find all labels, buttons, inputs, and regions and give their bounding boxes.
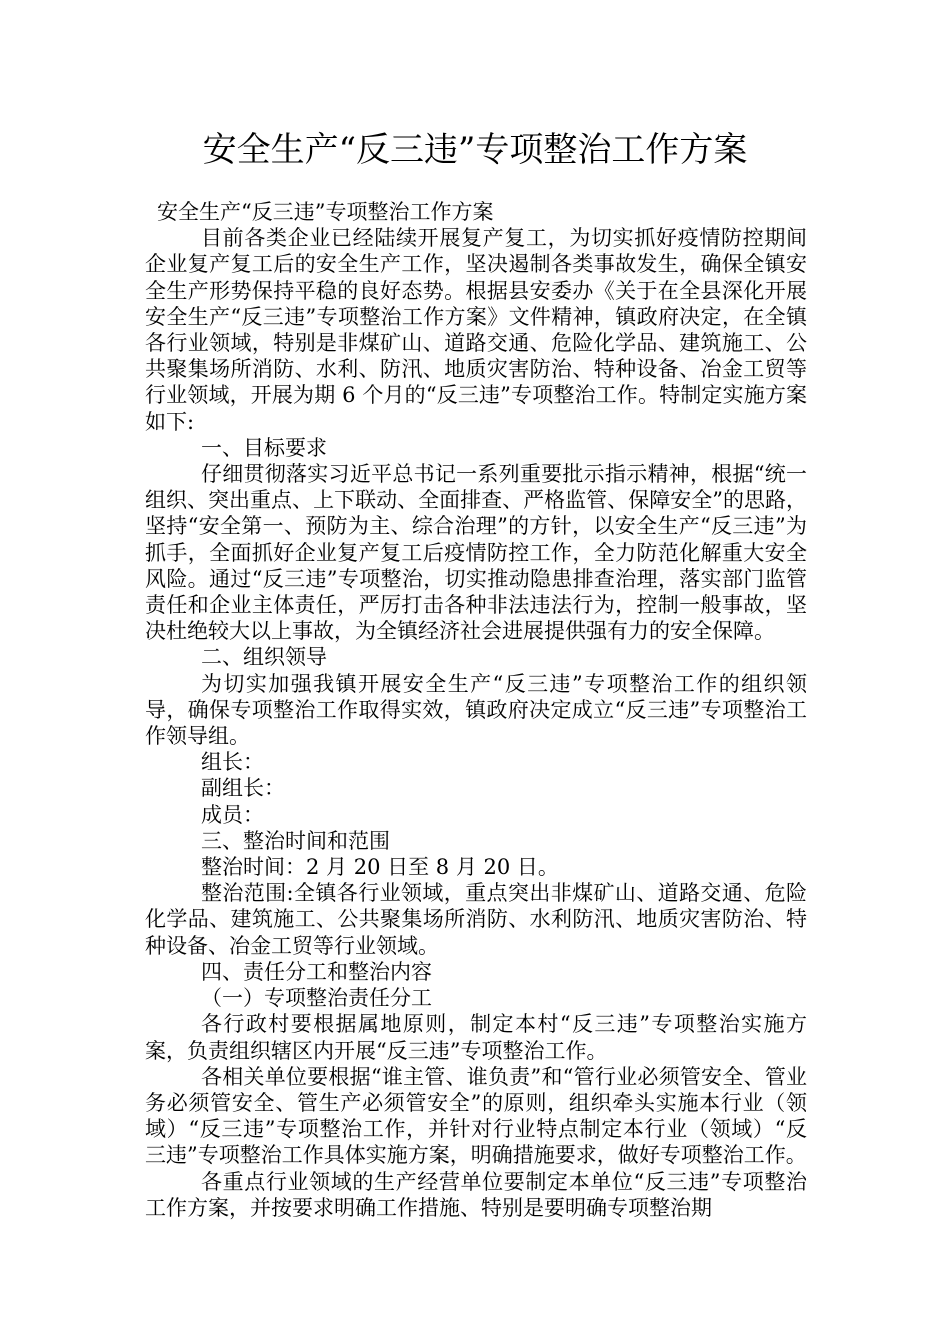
section-heading-responsibilities: 四、责任分工和整治内容	[201, 959, 432, 984]
paragraph-leadership: 为切实加强我镇开展安全生产“反三违”专项整治工作的组织领导，确保专项整治工作取得实效，镇政府决定成立“反三违”专项整治工作领导组。	[145, 671, 807, 749]
paragraph-villages: 各行政村要根据属地原则，制定本村“反三违”专项整治实施方案，负责组织辖区内开展“反三违”专项整治工作。	[145, 1012, 807, 1063]
section-heading-leadership: 二、组织领导	[201, 645, 327, 670]
line-members: 成员：	[201, 802, 264, 827]
document-title: 安全生产“反三违”专项整治工作方案	[202, 130, 748, 170]
paragraph-goals: 仔细贯彻落实习近平总书记一系列重要批示指示精神，根据“统一组织、突出重点、上下联动、全面排查、严格监管、保障安全”的思路，坚持“安全第一、预防为主、综合治理”的方针，以安全生产“反三违”为抓手，全面抓好企业复产复工后疫情防控工作，全力防范化解重大安全风险。通过“反三违”专项整治，切实推动隐患排查治理，落实部门监管责任和企业主体责任，严厉打击各种非法违法行为，控制一般事故，坚决杜绝较大以上事故，为全镇经济社会进展提供强有力的安全保障。	[145, 462, 807, 644]
document-body	[145, 199, 807, 1221]
paragraph-scope: 整治范围:全镇各行业领域，重点突出非煤矿山、道路交通、危险化学品、建筑施工、公共聚集场所消防、水利防汛、地质灾害防治、特种设备、冶金工贸等行业领域。	[145, 881, 807, 958]
paragraph-subtitle: 安全生产“反三违”专项整治工作方案	[157, 200, 494, 224]
line-deputy-leader: 副组长：	[201, 776, 285, 801]
line-leader: 组长：	[201, 750, 264, 775]
subsection-heading-division: （一）专项整治责任分工	[201, 986, 432, 1011]
paragraph-units: 各相关单位要根据“谁主管、谁负责”和“管行业必须管安全、管业务必须管安全、管生产必须管安全”的原则，组织牵头实施本行业（领域）“反三违”专项整治工作，并针对行业特点制定本行业（领域）“反三违”专项整治工作具体实施方案，明确措施要求，做好专项整治工作。	[145, 1064, 807, 1168]
paragraph-enterprises: 各重点行业领域的生产经营单位要制定本单位“反三违”专项整治工作方案，并按要求明确工作措施、特别是要明确专项整治期	[145, 1169, 807, 1220]
paragraph-intro: 目前各类企业已经陆续开展复产复工，为切实抓好疫情防控期间企业复产复工后的安全生产工作，坚决遏制各类事故发生，确保全镇安全生产形势保持平稳的良好态势。根据县安委办《关于在全县深化开展安全生产“反三违”专项整治工作方案》文件精神，镇政府决定，在全镇各行业领域，特别是非煤矿山、道路交通、危险化学品、建筑施工、公共聚集场所消防、水利、防汛、地质灾害防治、特种设备、冶金工贸等行业领域，开展为期 6 个月的“反三违”专项整治工作。特制定实施方案如下:	[145, 226, 807, 434]
section-heading-goals: 一、目标要求	[201, 435, 327, 460]
paragraph-time: 整治时间：2 月 20 日至 8 月 20 日。	[201, 855, 559, 880]
section-heading-time-scope: 三、整治时间和范围	[201, 828, 390, 853]
